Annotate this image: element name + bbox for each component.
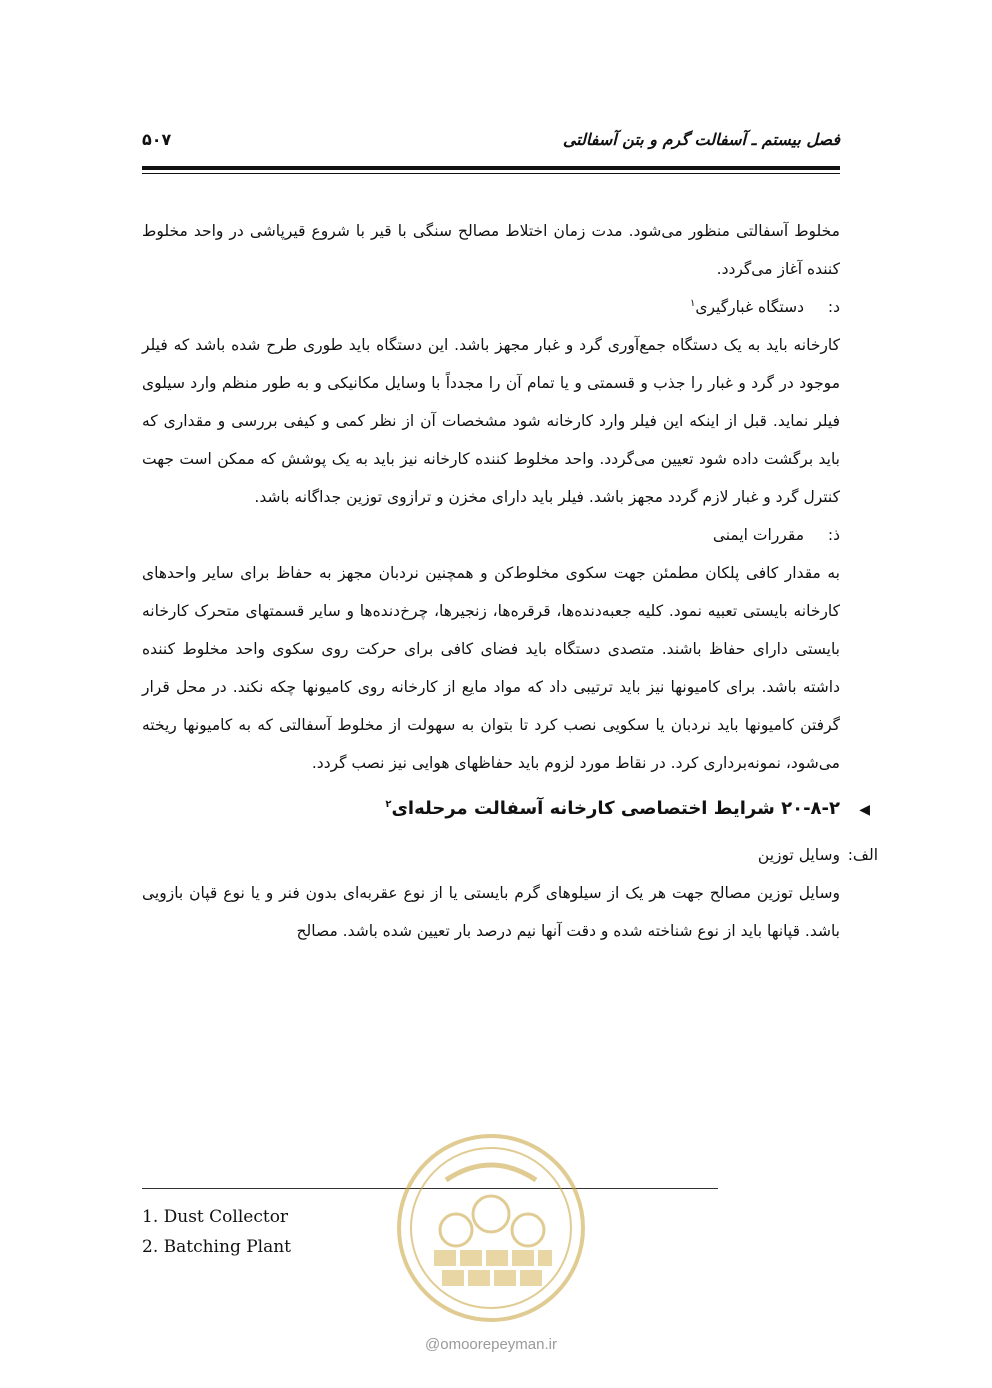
footnotes	[142, 1202, 291, 1262]
chapter-title: فصل بیستم ـ آسفالت گرم و بتن آسفالتی	[562, 130, 840, 149]
header-rule-thin	[142, 173, 840, 174]
item-title: وسایل توزین	[757, 846, 840, 864]
item-dust-collector	[142, 288, 840, 326]
item-title: مقررات ایمنی	[712, 526, 804, 544]
section-heading	[142, 790, 870, 836]
paragraph-intro: مخلوط آسفالتی منظور می‌شود. مدت زمان اختلاط مصالح سنگی با قیر با شروع قیرپاشی در واحد مخلوط کننده آغاز می‌گردد.	[142, 222, 840, 278]
paragraph-dust-collector: کارخانه باید به یک دستگاه جمع‌آوری گرد و غبار مجهز باشد. این دستگاه باید طوری طرح شده باشد که فیلر موجود در گرد و غبار را جذب و قسمتی و یا تمام آن را مجدداً با وسایل مکانیکی و به طور منظم وارد سیلوی فیلر نماید. قبل از اینکه این فیلر وارد کارخانه شود مشخصات آن از نظر کمی و کیفی بررسی و مقداری که باید برگشت داده شود تعیین می‌گردد. واحد مخلوط کننده کارخانه نیز باید به یک پوشش که ممکن است جهت کنترل گرد و غبار لازم گردد مجهز باشد. فیلر باید دارای مخزن و ترازوی توزین جداگانه باشد.	[142, 336, 840, 506]
body-content	[142, 212, 878, 950]
item-title	[690, 288, 804, 326]
watermark-site: @omoorepeyman.ir	[425, 1336, 557, 1353]
item-letter: الف:	[847, 846, 878, 864]
item-title-text: دستگاه غبارگیری	[695, 298, 804, 316]
section-title-text: ۲۰-۸-۲ شرایط اختصاصی کارخانه آسفالت مرحله‌ای	[391, 798, 840, 819]
item-safety	[142, 516, 840, 554]
header-rule-thick	[142, 166, 840, 170]
paragraph-weighing: وسایل توزین مصالح جهت هر یک از سیلوهای گرم بایستی یا از نوع عقربه‌ای بدون فنر و یا نوع قپان بازویی باشد. قپانها باید از نوع شناخته شده و دقت آنها نیم درصد بار تعیین شده باشد. مصالح	[142, 884, 840, 940]
paragraph-safety: به مقدار کافی پلکان مطمئن جهت سکوی مخلوط‌کن و همچنین نردبان مجهز به حفاظ برای سایر واحدهای کارخانه بایستی تعبیه نمود. کلیه جعبه‌دنده‌ها، قرقره‌ها، زنجیرها، چرخ‌دنده‌ها و سایر قسمتهای متحرک کارخانه بایستی دارای حفاظ باشند. متصدی دستگاه باید فضای کافی برای حرکت روی سکوی واحد مخلوط کننده داشته باشد. برای کامیونها نیز باید ترتیبی داد که مواد مایع از کارخانه روی کامیونها چکه نکند. در محل قرار گرفتن کامیونها باید نردبان یا سکویی نصب کرد تا بتوان به سهولت از مخلوط آسفالتی که به کامیونها ریخته می‌شود، نمونه‌برداری کرد. در نقاط مورد لزوم باید حفاظهای هوایی نیز نصب گردد.	[142, 564, 840, 772]
section-title	[385, 798, 840, 819]
page-header	[142, 130, 840, 158]
item-weighing	[142, 836, 878, 874]
page-number: ۵۰۷	[142, 130, 172, 149]
watermark-logo-icon	[386, 1130, 596, 1330]
footnote-2: 2. Batching Plant	[142, 1237, 292, 1257]
item-letter: د:	[827, 298, 840, 316]
footnote-ref-2: ۲	[385, 799, 392, 810]
triangle-bullet-icon: ◀	[859, 802, 870, 818]
footnote-1: 1. Dust Collector	[142, 1207, 289, 1227]
item-letter: ذ:	[827, 526, 840, 544]
footnote-ref-1: ۱	[689, 297, 696, 309]
